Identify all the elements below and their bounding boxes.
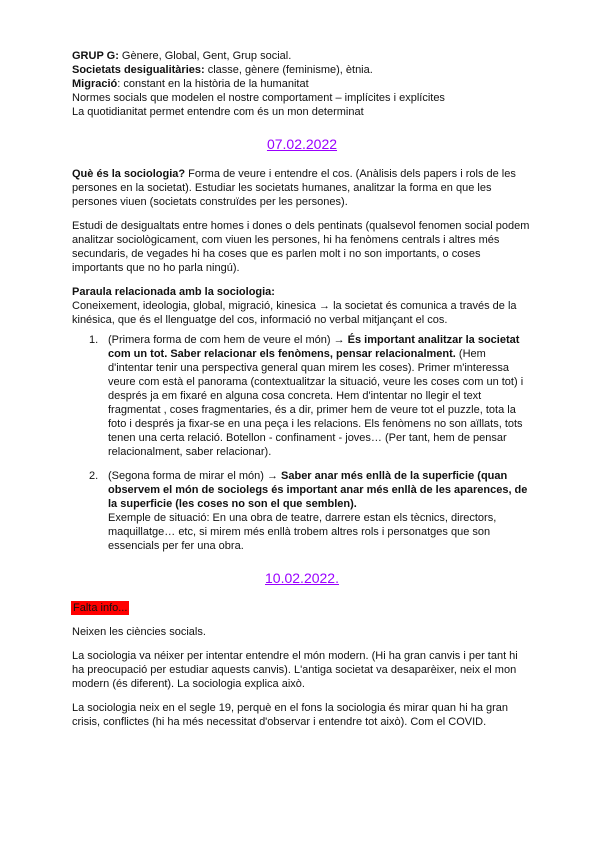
list-number: 1. xyxy=(89,334,99,346)
date-heading-1: 07.02.2022 xyxy=(266,136,338,152)
intro-paragraph-2: Estudi de desigualtats entre homes i dones o dels pentinats (qualsevol fenomen social podem analitzar sociològicament, com viuen les persones, hi ha fenòmens centrals i altres més secundaris, de vegades hi ha coses que es parlen molt i no son importants, o coses importants que no ho parla ningú). xyxy=(72,220,530,274)
highlight-missing-info: Falta info... xyxy=(73,602,128,614)
section2-paragraph-1: Neixen les ciències socials. xyxy=(72,626,206,638)
list-number: 2. xyxy=(89,470,99,482)
grup-label: GRUP G: xyxy=(72,50,119,62)
list-item-pre: (Segona forma de mirar el món) → xyxy=(108,470,282,482)
note-quotidianitat: La quotidianitat permet entendre com és un mon determinat xyxy=(72,106,364,118)
date-heading-2: 10.02.2022. xyxy=(265,570,339,586)
related-heading xyxy=(72,285,532,299)
note-societats xyxy=(72,63,532,77)
header-notes xyxy=(72,49,532,119)
related-heading-text: Paraula relacionada amb la sociologia: xyxy=(72,286,275,298)
migracio-text: : constant en la història de la humanitat xyxy=(117,78,309,90)
document-content xyxy=(72,49,532,739)
list-item-post: (Hem d'intentar tenir una perspectiva general quan mirem les coses). Primer m'interessa veure com està el panorama (contextualitzar la situació, veure les coses com un tot) i després ja em fixaré en alguna cosa concreta. Hem d'intentar no llegir el text fragmentat , coses fragmentaries, és a dir, primer hem de veure tot el puzzle, tota la foto i després ja fixar-se en una peça i les relacions. Els fenòmens no son aïllats, tots tenen una certa relació. Botellon - confinament - joves… (Per tant, hem de pensar relacionalment, saber relacionar). xyxy=(108,348,524,458)
list-item-bold: Saber anar més enllà de la superficie (quan observem el món de sociolegs és important anar més enllà de les aparences, de la superficie (les coses no son el que semblen). xyxy=(108,470,528,510)
list-item-post: Exemple de situació: En una obra de teatre, darrere estan els tècnics, directors, maquillatge… etc, si mirem més enllà trobem altres rols i personatges que son essencials per fer una obra. xyxy=(108,512,497,552)
list-item xyxy=(72,469,532,553)
list-item xyxy=(72,333,532,459)
section2-paragraph-2: La sociologia va néixer per intentar entendre el món modern. (Hi ha gran canvis i per tant hi ha preocupació per estudiar aquests canvis). L'antiga societat va desaparèixer, neix el mon modern (és diferent). La sociologia explica això. xyxy=(72,650,518,690)
list-item-bold: És important analitzar la societat com un tot. Saber relacionar els fenòmens, pensar relacionalment. xyxy=(108,334,520,360)
societats-text: classe, gènere (feminisme), ètnia. xyxy=(204,64,373,76)
section2-paragraph-3: La sociologia neix en el segle 19, perquè en el fons la sociologia és mirar quan hi ha gran crisis, conflictes (hi ha més necessitat d'observar i entendre tot això). Com el COVID. xyxy=(72,702,509,728)
numbered-list xyxy=(72,333,532,553)
migracio-label: Migració xyxy=(72,78,118,90)
note-grup xyxy=(72,49,532,63)
question-text: Forma de veure i entendre el cos. (Anàlisis dels papers i rols de les persones en la societat). Estudiar les societats humanes, analitzar la forma en que les persones viuen (societats construïdes per les persones). xyxy=(72,168,516,208)
note-normes: Normes socials que modelen el nostre comportament – implícites i explícites xyxy=(72,92,445,104)
societats-label: Societats desigualitàries: xyxy=(72,64,205,76)
note-migracio xyxy=(72,77,532,91)
question-label: Què és la sociologia? xyxy=(72,168,186,180)
related-text: Coneixement, ideologia, global, migració, kinesica → la societat és comunica a través de la kinésica, que és el llenguatge del cos, informació no verbal mitjançant el cos. xyxy=(72,300,517,326)
intro-question xyxy=(72,167,532,209)
list-item-pre: (Primera forma de com hem de veure el món) → xyxy=(108,334,348,346)
grup-text: Gènere, Global, Gent, Grup social. xyxy=(118,50,292,62)
